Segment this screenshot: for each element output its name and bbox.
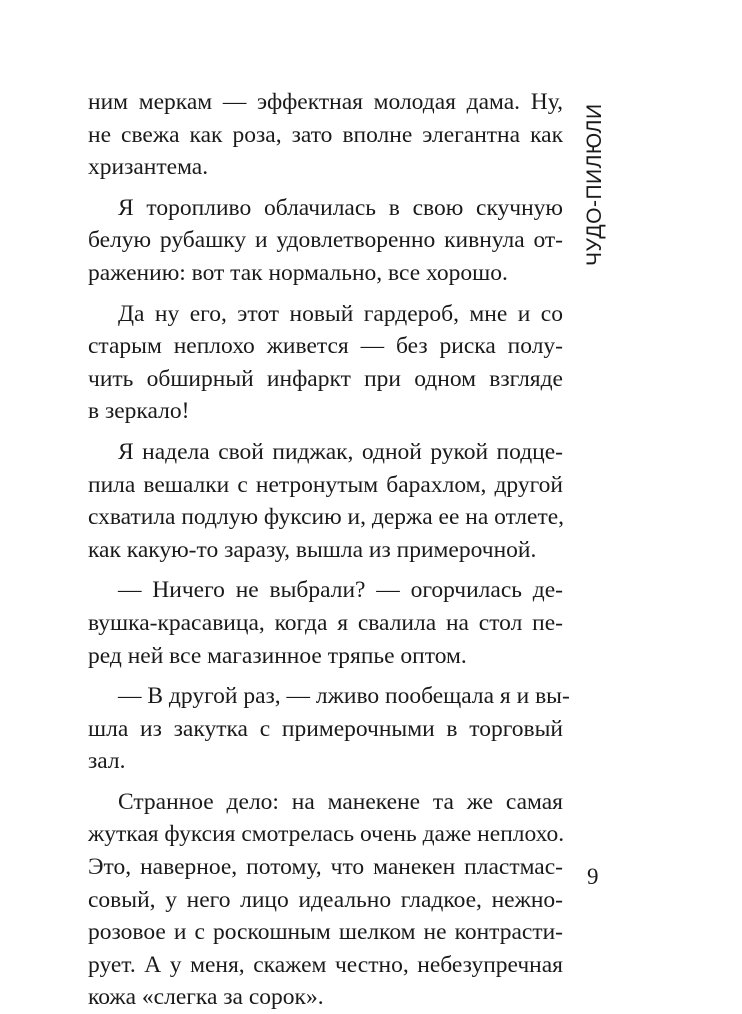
paragraph (88, 786, 563, 1014)
text-line: Это, наверное, потому, что манекен пластмас- (88, 854, 563, 881)
text-line: кожа «слегка за сорок». (88, 984, 324, 1011)
text-line: ражению: вот так нормально, все хорошо. (88, 259, 508, 286)
paragraph (88, 86, 563, 184)
text-line: Странное дело: на манекене та же самая (118, 788, 563, 815)
text-line: жуткая фуксия смотрелась очень даже неплохо. (88, 821, 565, 848)
paragraph (88, 574, 563, 672)
paragraph (88, 680, 570, 778)
text-line: хризантема. (88, 154, 209, 181)
text-line: совый, у него лицо идеально гладкое, нежно- (88, 886, 563, 913)
text-line: белую рубашку и удовлетворенно кивнула от- (88, 227, 563, 254)
paragraph (88, 192, 563, 290)
text-line: шла из закутка с примерочными в торговый (88, 715, 563, 742)
paragraph-gap (88, 428, 563, 436)
text-line: — В другой раз, — лживо пообещала я и вы- (118, 683, 570, 710)
text-line: Да ну его, этот новый гардероб, мне и со (118, 300, 563, 327)
text-line: как какую-то заразу, вышла из примерочной. (88, 536, 537, 563)
paragraph (88, 436, 563, 566)
paragraph-gap (88, 672, 563, 680)
text-line: не свежа как роза, зато вполне элегантна как (88, 121, 563, 148)
text-line: ним меркам — эффектная молодая дама. Ну, (88, 89, 563, 115)
text-line: старым неплохо живется — без риска полу- (88, 333, 563, 360)
page-number: 9 (587, 864, 599, 889)
paragraph-gap (88, 290, 563, 298)
text-line: рует. А у меня, скажем честно, небезупречная (88, 951, 563, 978)
running-title: ЧУДО-ПИЛЮЛИ (583, 103, 606, 266)
text-line: чить обширный инфаркт при одном взгляде (88, 365, 563, 392)
body-text (88, 86, 570, 1014)
text-line: ред ней все магазинное тряпье оптом. (88, 642, 467, 669)
text-line: Я торопливо облачилась в свою скучную (118, 194, 563, 221)
text-line: пила вешалки с нетронутым барахлом, другой (88, 471, 563, 498)
text-line: схватила подлую фуксию и, держа ее на отлете, (88, 504, 565, 531)
paragraph-gap (88, 778, 563, 786)
paragraph-gap (88, 184, 563, 192)
text-line: вушка-красавица, когда я свалила на стол пе- (88, 609, 563, 636)
text-line: в зеркало! (88, 398, 190, 425)
paragraph (88, 298, 563, 428)
text-line: розовое и с роскошным шелком не контрасти- (88, 919, 563, 946)
text-line: — Ничего не выбрали? — огорчилась де- (118, 577, 563, 604)
paragraph-gap (88, 566, 563, 574)
text-line: Я надела свой пиджак, одной рукой подце- (118, 438, 563, 465)
text-line: зал. (88, 748, 126, 775)
